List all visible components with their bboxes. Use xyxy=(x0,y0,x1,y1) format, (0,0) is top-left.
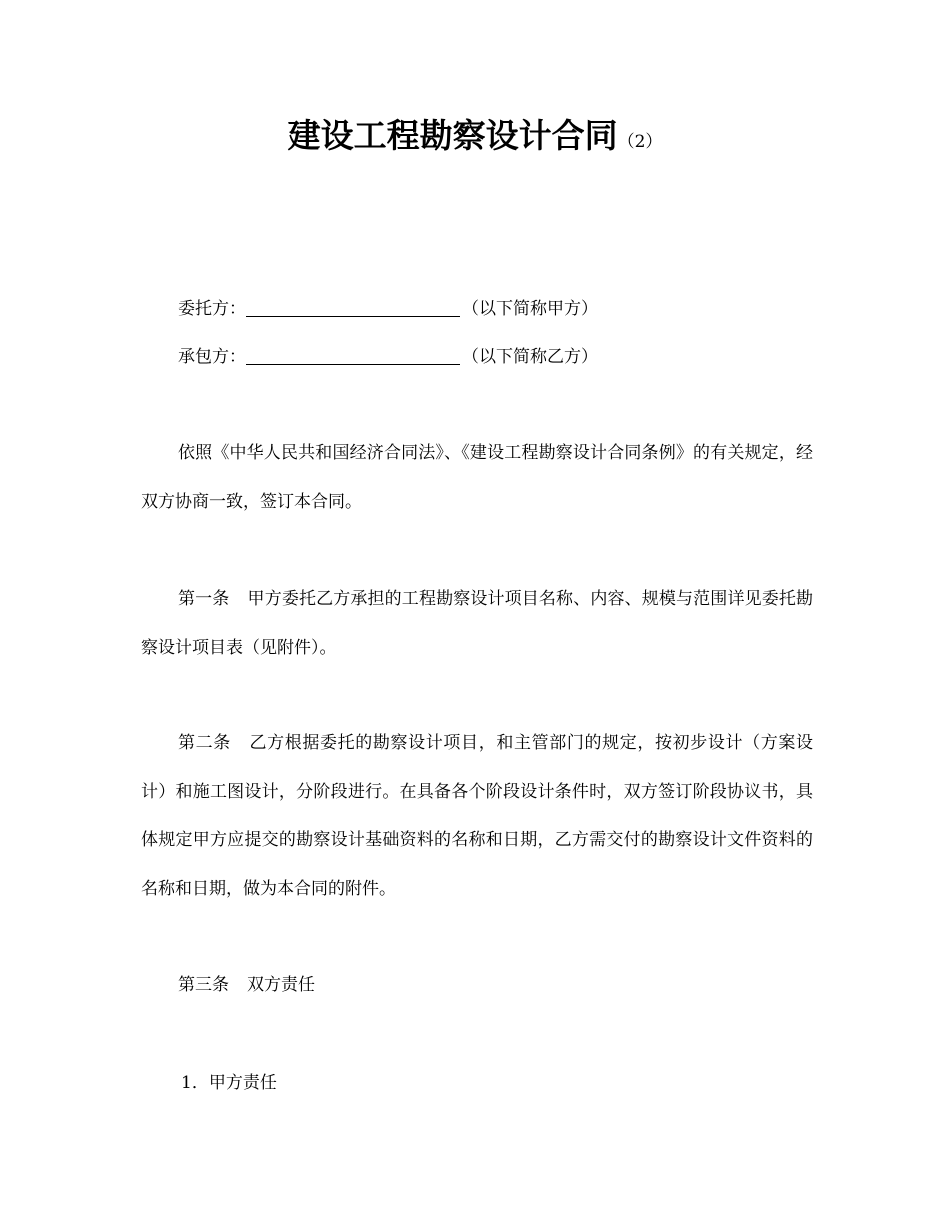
intro-paragraph: 依照《中华人民共和国经济合同法》、《建设工程勘察设计合同条例》的有关规定，经双方协商一致，签订本合同。 xyxy=(141,443,813,512)
document-title xyxy=(0,112,950,166)
fill-in-blank xyxy=(246,298,460,317)
article-text: 甲方委托乙方承担的工程勘察设计项目名称、内容、规模与范围详见委托勘察设计项目表（见附件）。 xyxy=(141,589,814,658)
party-note: （以下简称乙方） xyxy=(462,347,598,367)
article-1 xyxy=(141,575,813,672)
article-number: 第二条 xyxy=(178,733,231,753)
article-2 xyxy=(141,719,813,913)
article-text: 双方责任 xyxy=(247,975,315,995)
article-number: 第三条 xyxy=(178,975,229,995)
article-number: 第一条 xyxy=(178,589,230,609)
party-line-contractor xyxy=(178,345,598,369)
article-text: 乙方根据委托的勘察设计项目，和主管部门的规定，按初步设计（方案设计）和施工图设计，分阶段进行。在具备各个阶段设计条件时，双方签订阶段协议书，具体规定甲方应提交的勘察设计基础资料的名称和日期，乙方需交付的勘察设计文件资料的名称和日期，做为本合同的附件。 xyxy=(141,733,814,899)
party-note: （以下简称甲方） xyxy=(462,299,598,319)
party-label: 承包方： xyxy=(178,347,246,367)
article-3 xyxy=(141,961,813,1010)
fill-in-blank xyxy=(246,346,460,365)
party-line-client xyxy=(178,297,598,321)
title-text: 建设工程勘察设计合同 xyxy=(287,116,618,155)
party-label: 委托方： xyxy=(178,299,246,319)
title-suffix: （2） xyxy=(617,132,663,152)
subsection-heading: 1．甲方责任 xyxy=(181,1073,277,1093)
